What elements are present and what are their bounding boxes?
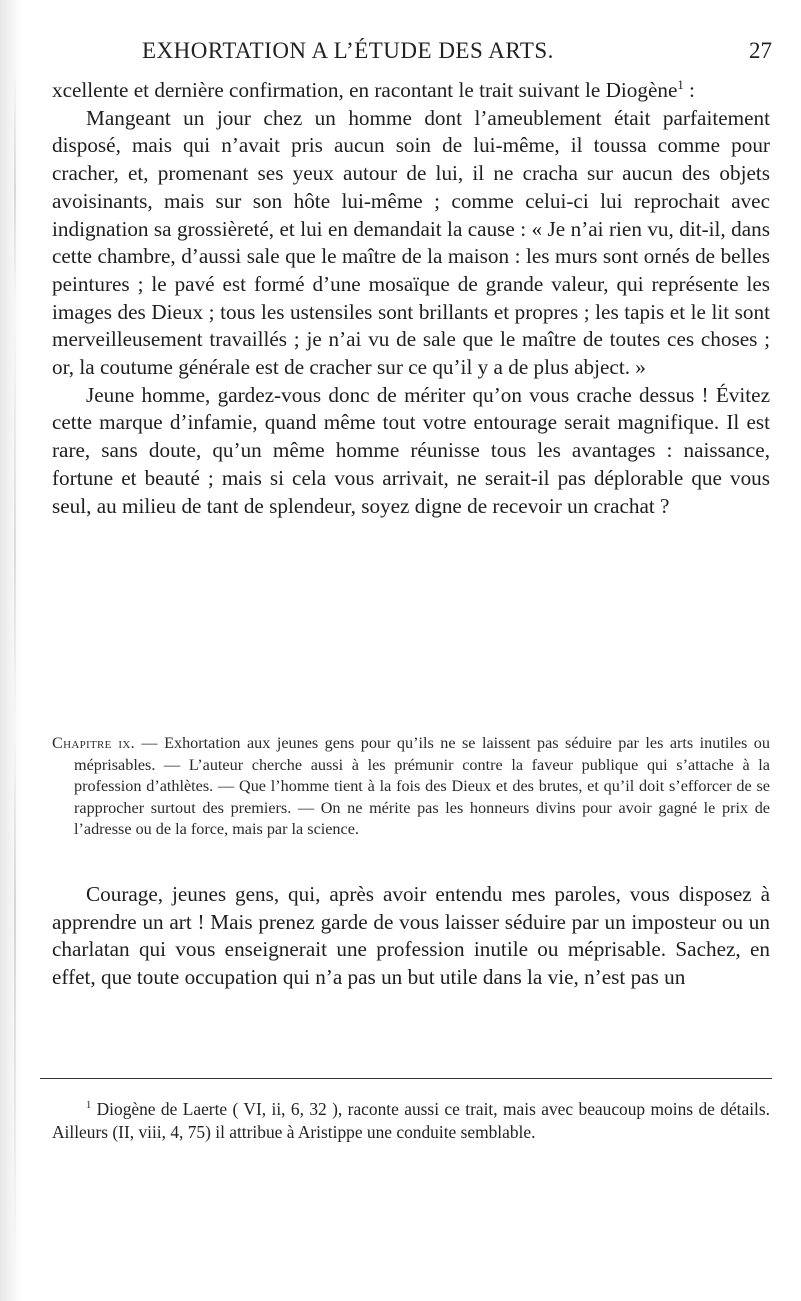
- main-text-lower: [52, 881, 770, 992]
- paragraph-exhortation: Jeune homme, gardez-vous donc de mériter qu’on vous crache dessus ! Évitez cette marque d’infamie, quand même tout votre entourage serait magnifique. Il est rare, sans doute, qu’un même homme réunisse tous les avantages : naissance, fortune et beauté ; mais si cela vous arrivait, ne serait-il pas déplorable que vous seul, au milieu de tant de splendeur, soyez digne de recevoir un crachat ?: [52, 382, 770, 518]
- chapter-summary-text: — Exhortation aux jeunes gens pour qu’ils ne se laissent pas séduire par les arts inutiles ou méprisables. — L’auteur cherche aussi à les prémunir contre la faveur publique qui s’attache à la profession d’athlètes. — Que l’homme tient à la fois des Dieux et des brutes, et qu’il doit s’efforcer de se rapprocher surtout des premiers. — On ne mérite pas les honneurs divins pour avoir gagné le prix de l’adresse ou de la force, mais par la science.: [74, 734, 770, 839]
- footnote-reference-suffix: :: [683, 78, 695, 102]
- gutter-shadow: [0, 0, 22, 1301]
- paragraph-continuation-text: xcellente et dernière confirmation, en racontant le trait suivant le Diogène: [52, 78, 678, 102]
- main-text-upper: [52, 77, 770, 520]
- footnote-text: Diogène de Laerte ( VI, ii, 6, 32 ), raconte aussi ce trait, mais avec beaucoup moins de détails. Ailleurs (II, viii, 4, 75) il attribue à Aristippe une conduite semblable.: [52, 1099, 770, 1143]
- footnote-mark: 1: [86, 1100, 92, 1112]
- page-header: [30, 38, 772, 70]
- footnote-paragraph: [52, 1098, 770, 1145]
- paragraph-continuation: [52, 77, 770, 105]
- page-number: 27: [749, 38, 772, 63]
- chapter-heading: Chapitre ix.: [52, 734, 135, 752]
- footnote-divider: [40, 1078, 772, 1079]
- footnote-reference: 1: [677, 77, 684, 92]
- chapter-summary: [52, 733, 770, 841]
- footnote: [52, 1098, 770, 1145]
- margin-marks: [14, 70, 16, 1270]
- running-title: EXHORTATION A L’ÉTUDE DES ARTS.: [142, 38, 554, 63]
- paragraph-anecdote: Mangeant un jour chez un homme dont l’ameublement était parfaitement disposé, mais qui n’avait pris aucun soin de lui-même, il toussa comme pour cracher, et, promenant ses yeux autour de lui, il ne cracha sur aucun des objets avoisinants, mais sur son hôte lui-même ; comme celui-ci lui reprochait avec indignation sa grossièreté, et lui en demandait la cause : « Je n’ai rien vu, dit-il, dans cette chambre, d’aussi sale que le maître de la maison : les murs sont ornés de belles peintures ; le pavé est formé d’une mosaïque de grande valeur, qui représente les images des Dieux ; tous les ustensiles sont brillants et propres ; les tapis et le lit sont merveilleusement travaillés ; je n’ai vu de sale que le maître de toutes ces choses ; or, la coutume générale est de cracher sur ce qu’il y a de plus abject. »: [52, 105, 770, 380]
- paragraph-courage: Courage, jeunes gens, qui, après avoir entendu mes paroles, vous disposez à apprendre un art ! Mais prenez garde de vous laisser séduire par un imposteur ou un charlatan qui vous enseignerait une profession inutile ou méprisable. Sachez, en effet, que toute occupation qui n’a pas un but utile dans la vie, n’est pas un: [52, 882, 770, 990]
